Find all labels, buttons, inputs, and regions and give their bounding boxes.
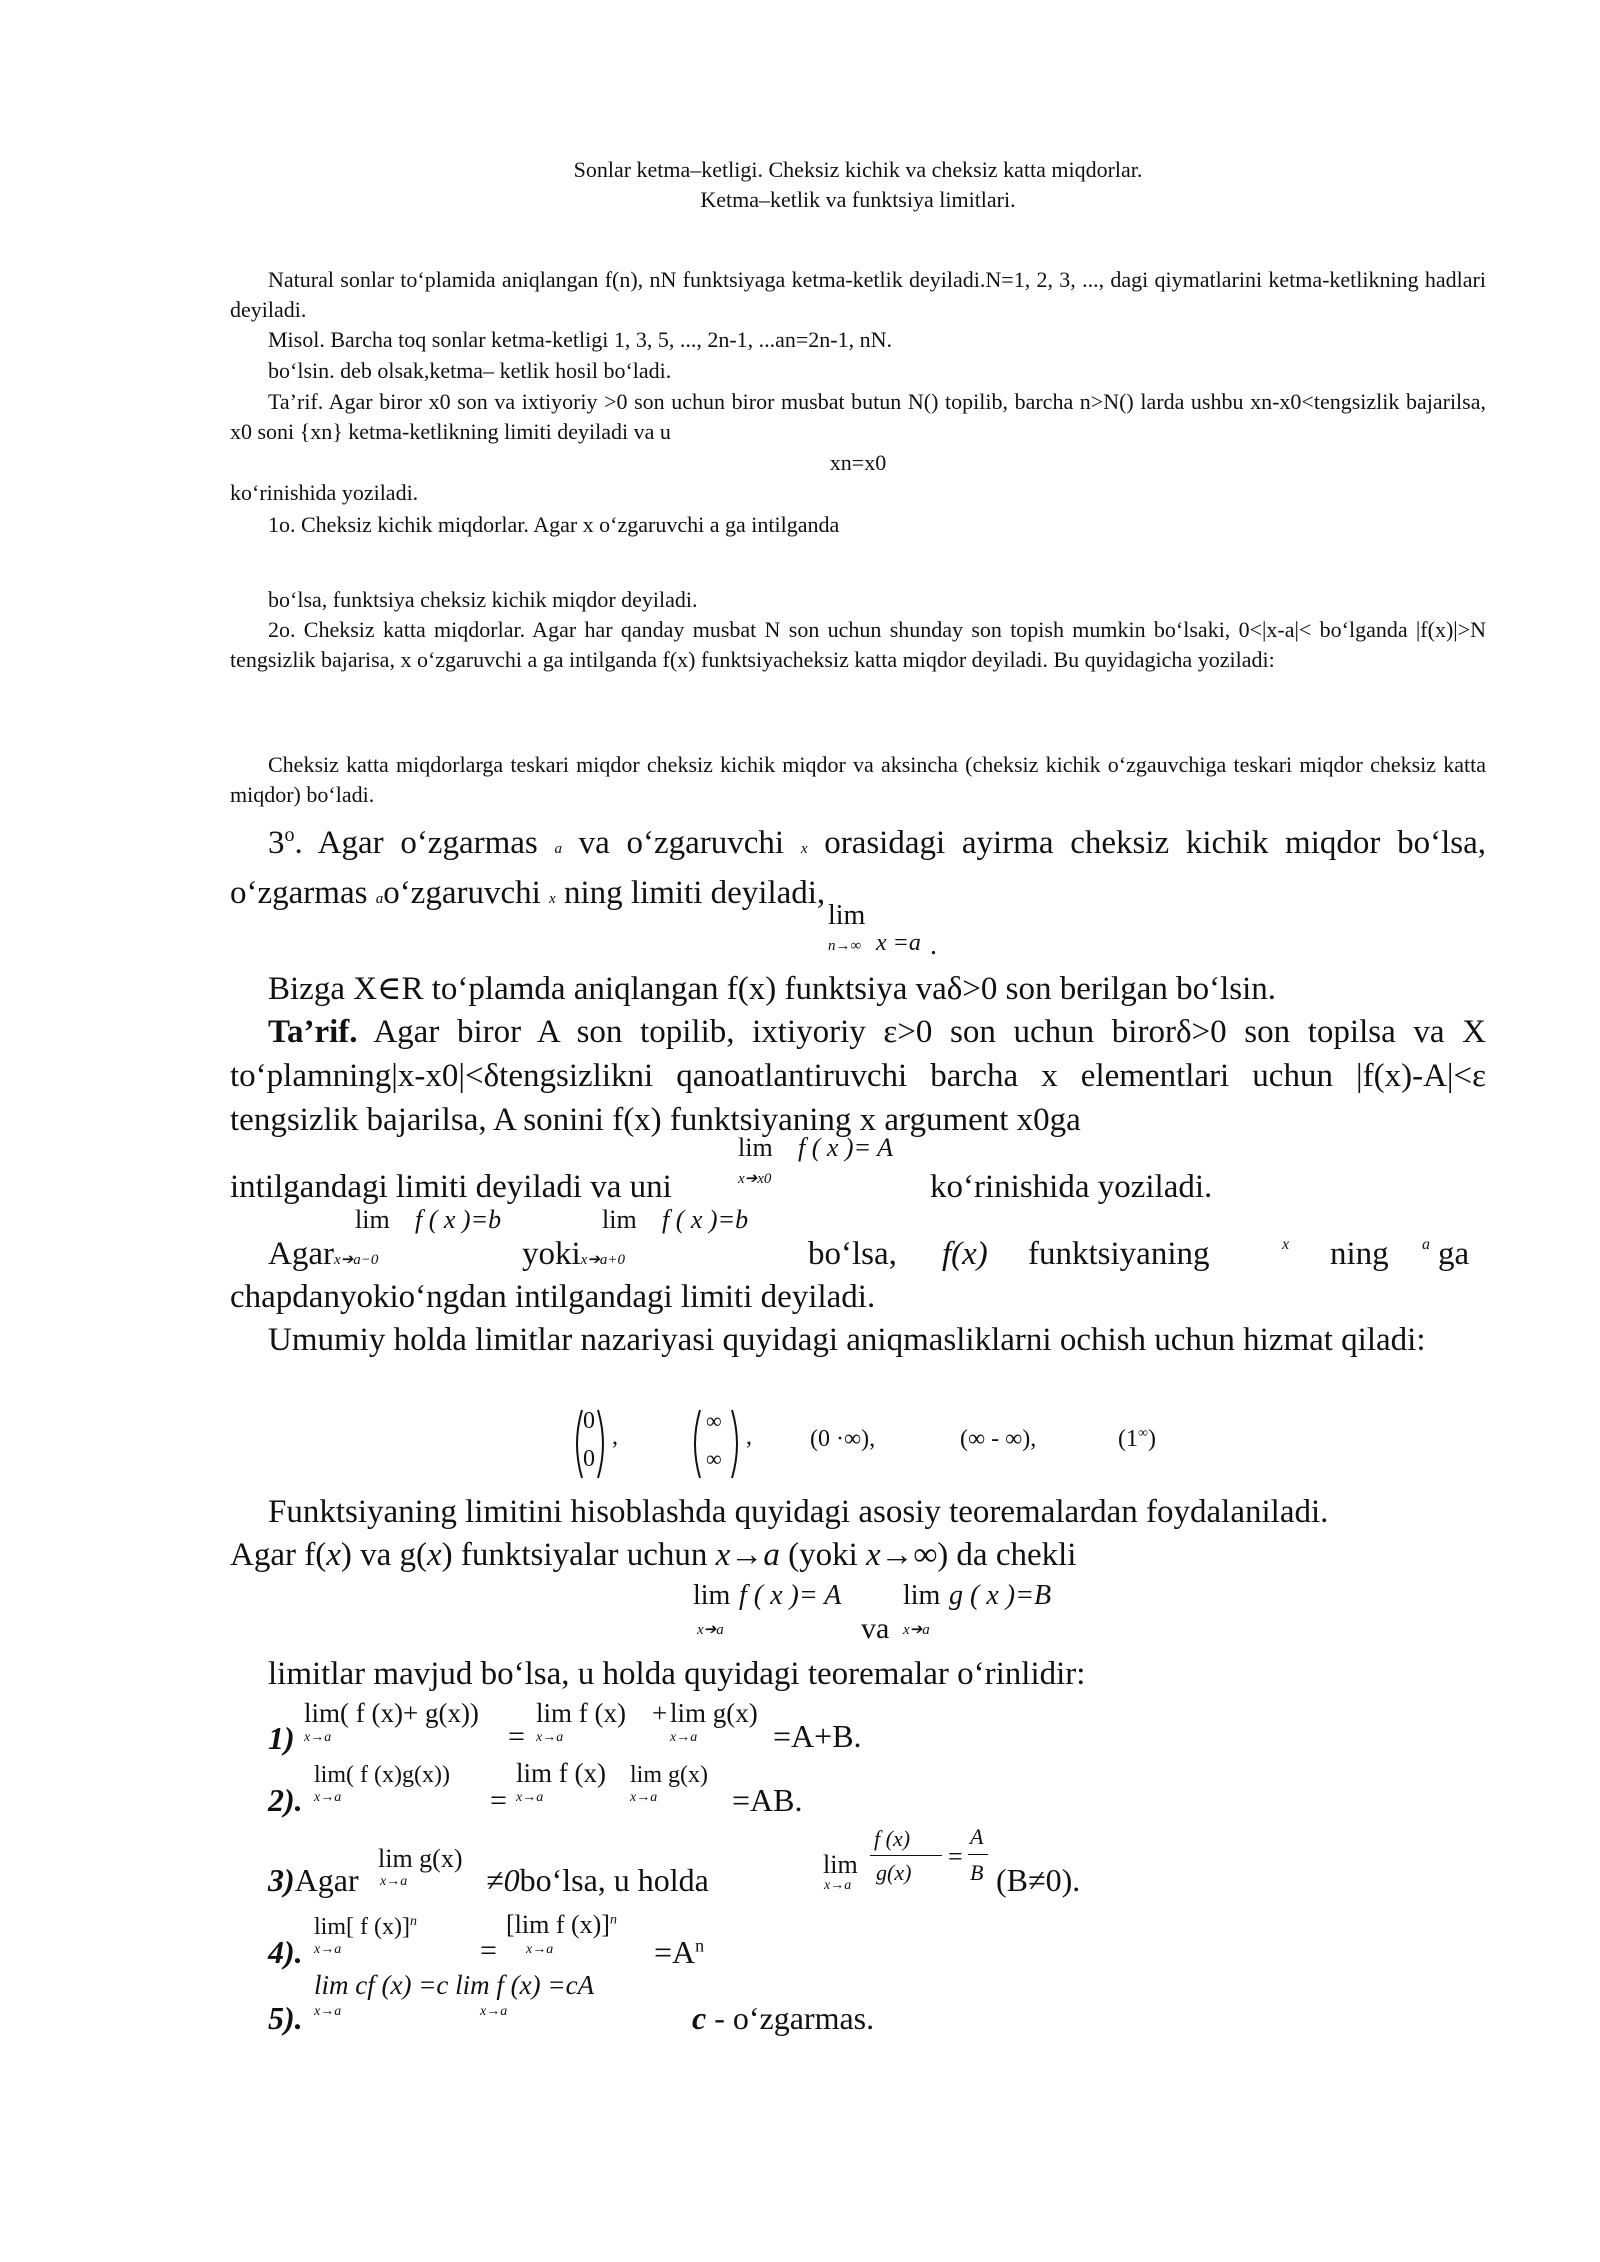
text-bolsa: bo‘lsa, — [808, 1236, 897, 1272]
paragraph-infinitesimal-end: bo‘lsa, funktsiya cheksiz kichik miqdor deyiladi. — [268, 587, 698, 612]
formula-lim-right: lim f ( x )=b — [602, 1205, 749, 1234]
paragraph-limit-definition-3: 3$^o$. Agar o‘zgarmas a va o‘zgaruvchi x orasidagi ayirma cheksiz kichik miqdor bo‘lsa, o‘zgarmas ao‘zgaruvchi x ning limiti deyiladi, — [230, 824, 1486, 911]
frac-0-den: 0 — [583, 1446, 595, 1472]
text-fx: f(x) — [942, 1236, 988, 1272]
text-var-a: a — [1422, 1236, 1430, 1253]
theorem-5: 5). lim cf (x) =c lim f (x) =cA x→a x→a c - o‘zgarmas. — [268, 1970, 875, 2036]
formula-lim-pair: lim f ( x )= A x➔a va x➔a lim g ( x )=B — [693, 1580, 1052, 1645]
paragraph-if-limits: Agar f(x) va g(x) funktsiyalar uchun x→a (yoki x→∞) da chekli — [230, 1537, 1077, 1573]
text-agar: Agarx➔a−0 — [268, 1236, 379, 1272]
title-line-2: Ketma–ketlik va funktsiya limitlari. — [700, 187, 1016, 212]
form-0-times-inf: (0 ·∞), — [810, 1426, 876, 1452]
formula-limit-sequence: xn=x0 — [829, 450, 887, 475]
form-one-pow-inf: (1∞) — [1118, 1426, 1156, 1452]
paragraph-theorems-intro: Funktsiyaning limitini hisoblashda quyidagi asosiy teoremalardan foydalaniladi. — [268, 1494, 1329, 1530]
formula-lim-function: lim x➔x0 f ( x )= A — [738, 1133, 894, 1187]
paragraph-reciprocal: Cheksiz katta miqdorlarga teskari miqdor cheksiz kichik miqdor va aksincha (cheksiz kichik o‘zgauvchiga teskari miqdor cheksiz katta miqdor) bo‘ladi. — [230, 752, 1486, 807]
frac-inf-num: ∞ — [706, 1408, 722, 1433]
paragraph-example: Misol. Barcha toq sonlar ketma-ketligi 1, 3, 5, ..., 2n-1, ...an=2n-1, nN. — [268, 327, 893, 352]
form-inf-minus-inf: (∞ - ∞), — [960, 1426, 1037, 1452]
theorem-1-lhs: lim( f (x)+ g(x)) — [304, 1698, 479, 1728]
text-ga: ga — [1438, 1236, 1470, 1272]
formula-lim-left: lim f ( x )=b — [355, 1205, 502, 1234]
document-page — [230, 0, 1486, 2262]
paragraph-infinitely-large: 2o. Cheksiz katta miqdorlar. Agar har qanday musbat N son uchun shunday son topish mumkin bo‘lsaki, 0<|x-a|< bo‘lganda |f(x)|>N tengsizlik bajarisa, x o‘zgaruvchi a ga intilganda f(x) funktsiyacheksiz katta miqdor deyiladi. Bu quyidagicha yoziladi: — [230, 617, 1486, 672]
paragraph-definition-limit: Ta’rif. Agar biror x0 son va ixtiyoriy >0 son uchun biror musbat butun N() topilib, barcha n>N() larda ushbu xn-x0<tengsizlik bajarilsa, x0 soni {xn} ketma-ketlikning limiti deyiladi va u — [230, 389, 1486, 444]
paragraph-function-setup: Bizga X∈R to‘plamda aniqlangan f(x) funktsiya vaδ>0 son berilgan bo‘lsin. — [268, 971, 1277, 1007]
text-yoki: yokix➔a+0 — [522, 1236, 626, 1272]
frac-inf-den: ∞ — [706, 1446, 722, 1471]
theorem-1: 1) lim( f (x)+ g(x)) x→a = lim f (x) x→a + lim g(x) x→a =A+B. — [268, 1698, 862, 1756]
text-ning: ning — [1330, 1236, 1389, 1272]
paragraph-one-sided: chapdanyokio‘ngdan intilgandagi limiti deyiladi. — [230, 1279, 876, 1315]
indeterminate-forms: 0 0 , ∞ ∞ , (0 ·∞), (∞ - ∞), (1∞) — [570, 1404, 1170, 1484]
paragraph-function-limit-definition: Ta’rif. Agar biror A son topilib, ixtiyoriy ε>0 son uchun birorδ>0 son topilsa va X to‘plamning|x-x0|<δtengsizlikni qanoatlantiruvchi barcha x elementlari uchun |f(x)-A|<ε tengsizlik bajarilsa, A sonini f(x) funktsiyaning x argument x0ga — [230, 1014, 1486, 1138]
formula-lim-sequence: lim n→∞ x =a . — [828, 900, 937, 961]
paragraph-sequence-definition: Natural sonlar to‘plamida aniqlangan f(n), nN funktsiyaga ketma-ketlik deyiladi.N=1, 2, 3, ..., dagi qiymatlarini ketma-ketlikning hadlari deyiladi. — [230, 267, 1486, 322]
title-line-1: Sonlar ketma–ketligi. Cheksiz kichik va cheksiz katta miqdorlar. — [573, 157, 1143, 182]
paragraph-theorems-valid: limitlar mavjud bo‘lsa, u holda quyidagi teoremalar o‘rinlidir: — [268, 1656, 1086, 1692]
frac-0-num: 0 — [583, 1408, 595, 1434]
text-korinishida: ko‘rinishida yoziladi. — [930, 1169, 1213, 1205]
paragraph-written-form: ko‘rinishida yoziladi. — [230, 480, 419, 505]
paragraph-infinitesimal: 1o. Cheksiz kichik miqdorlar. Agar x o‘zgaruvchi a ga intilganda — [268, 512, 840, 537]
text-intilgandagi: intilgandagi limiti deyiladi va uni — [230, 1169, 672, 1205]
theorem-4: 4). lim[ f (x)]$^n$ x→a = [lim f (x)]$^n$ x→a $=A^n$ — [268, 1910, 705, 1970]
paragraph-indeterminate-forms: Umumiy holda limitlar nazariyasi quyidagi aniqmasliklarni ochish uchun hizmat qiladi: — [268, 1322, 1426, 1358]
paragraph-let: bo‘lsin. deb olsak,ketma– ketlik hosil bo‘ladi. — [268, 358, 672, 383]
fraction-bar — [870, 1855, 942, 1856]
theorem-2: 2). lim( f (x)g(x)) x→a = lim f (x) x→a lim g(x) x→a =AB. — [268, 1758, 803, 1818]
text-funktsiyaning: funktsiyaning — [1028, 1236, 1210, 1272]
text-var-x: x — [1282, 1236, 1290, 1253]
theorem-3: 3)Agar lim g(x) x→a ≠0bo‘lsa, u holda lim x→a f (x) g(x) = A B (B≠0). — [268, 1824, 1081, 1898]
